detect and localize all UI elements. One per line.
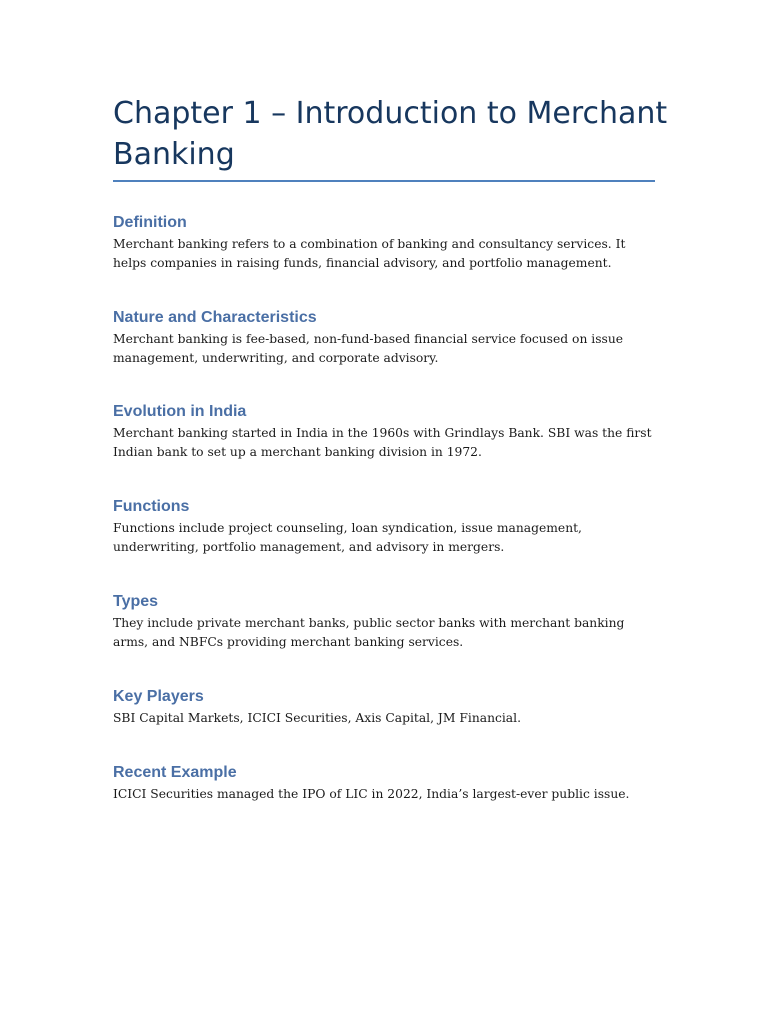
section-nature-and-characteristics (113, 307, 661, 368)
section-heading: Definition (113, 214, 187, 231)
section-key-players (113, 686, 661, 728)
section-evolution-in-india (113, 401, 661, 462)
section-heading: Key Players (113, 688, 204, 705)
section-body: Merchant banking is fee-based, non-fund-based financial service focused on issue management, underwriting, and corporate advisory. (113, 332, 624, 365)
section-body: Functions include project counseling, loan syndication, issue management, underwriting, portfolio management, and advisory in mergers. (113, 521, 582, 554)
section-heading: Types (113, 593, 159, 610)
section-recent-example (113, 762, 661, 804)
chapter-title: Chapter 1 – Introduction to Merchant Banking (113, 96, 668, 172)
section-heading: Nature and Characteristics (113, 309, 317, 326)
title-underline-rule (113, 180, 655, 182)
section-functions (113, 496, 661, 557)
section-body: They include private merchant banks, public sector banks with merchant banking arms, and NBFCs providing merchant banking services. (113, 616, 625, 649)
section-heading: Recent Example (113, 764, 237, 781)
section-body: Merchant banking refers to a combination of banking and consultancy services. It helps companies in raising funds, financial advisory, and portfolio management. (113, 237, 626, 270)
section-heading: Evolution in India (113, 403, 247, 420)
section-definition (113, 212, 661, 273)
section-body: SBI Capital Markets, ICICI Securities, Axis Capital, JM Financial. (113, 711, 521, 725)
section-body: ICICI Securities managed the IPO of LIC in 2022, India’s largest-ever public issue. (113, 787, 630, 801)
section-types (113, 591, 661, 652)
section-body: Merchant banking started in India in the 1960s with Grindlays Bank. SBI was the first Indian bank to set up a merchant banking division in 1972. (113, 426, 652, 459)
section-heading: Functions (113, 498, 190, 515)
